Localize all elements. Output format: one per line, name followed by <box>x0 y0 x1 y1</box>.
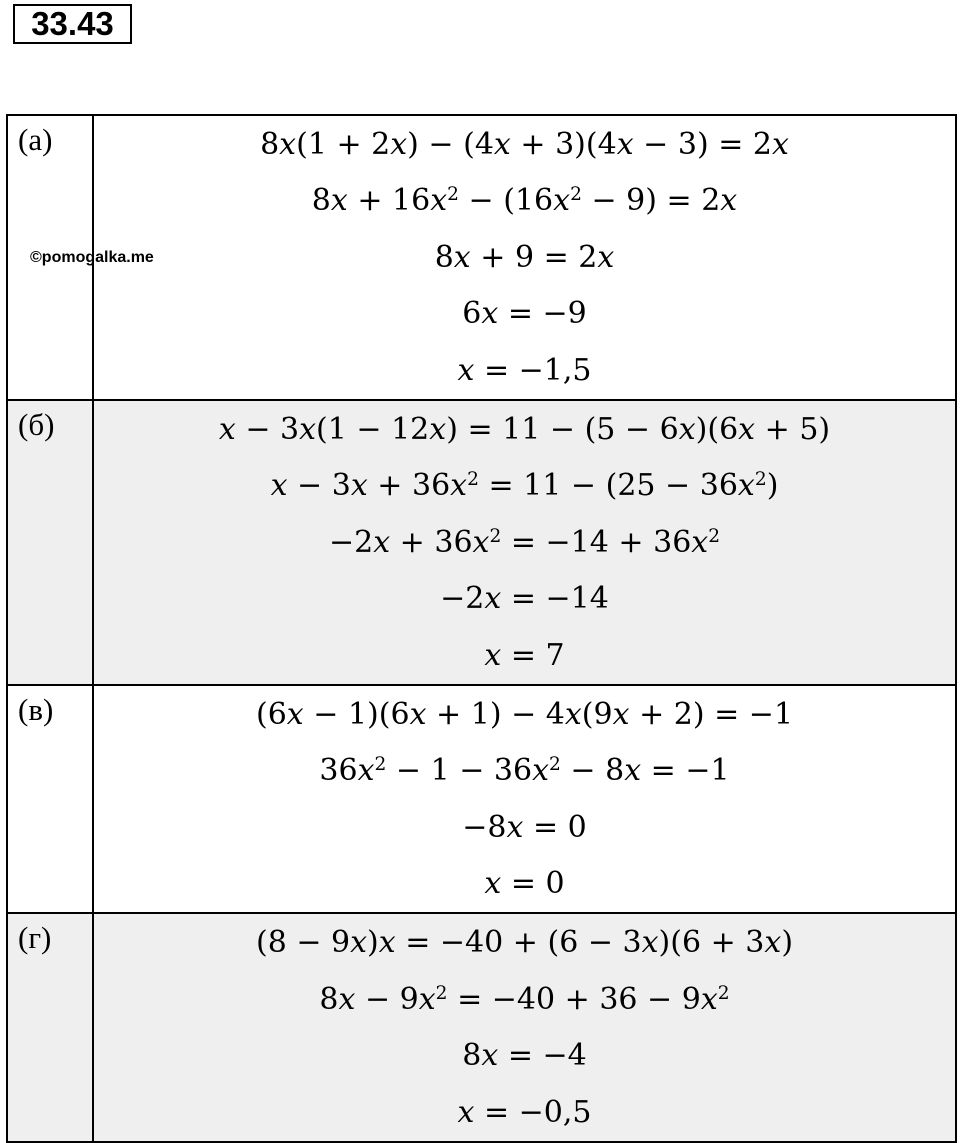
part-label: (а) <box>7 115 93 400</box>
equation-step: $36x^2 - 1 - 36x^2 - 8x = -1$ <box>319 753 730 789</box>
problem-number: 33.43 <box>13 4 132 44</box>
equation-step: $8x - 9x^2 = -40 + 36 - 9x^2$ <box>319 981 730 1017</box>
part-label: (б) <box>7 400 93 685</box>
equation-step: 8x + 9 = 2x <box>434 239 615 275</box>
equation-step: $x - 3x + 36x^2 = 11 - (25 - 36x^2)$ <box>270 468 779 504</box>
part-v-row <box>7 685 956 914</box>
equation-step: x = 7 <box>484 637 565 673</box>
equation-step: x = −1,5 <box>457 352 592 388</box>
equation-step: 6x = −9 <box>462 296 587 332</box>
steps-cell <box>93 400 956 685</box>
equation-step: (8 − 9x)x = −40 + (6 − 3x)(6 + 3x) <box>255 925 794 961</box>
steps-cell <box>93 685 956 914</box>
equation-step: x = 0 <box>484 866 565 902</box>
equation-step: $8x + 16x^2 - (16x^2 - 9) = 2x$ <box>311 183 738 219</box>
steps-cell <box>93 913 956 1142</box>
part-g-row <box>7 913 956 1142</box>
equation-step: (6x − 1)(6x + 1) − 4x(9x + 2) = −1 <box>255 696 794 732</box>
watermark: ©pomogalka.me <box>30 249 154 266</box>
part-b-row <box>7 400 956 685</box>
equation-step: 8x(1 + 2x) − (4x + 3)(4x − 3) = 2x <box>260 127 789 162</box>
part-label: (г) <box>7 913 93 1142</box>
part-label: (в) <box>7 685 93 914</box>
equation-step: 8x = −4 <box>462 1038 587 1074</box>
equation-step: −2x = −14 <box>440 581 609 617</box>
equation-step: x = −0,5 <box>457 1094 592 1130</box>
equation-step: $-2x + 36x^2 = -14 + 36x^2$ <box>328 524 721 560</box>
steps-cell <box>93 115 956 400</box>
equation-step: x − 3x(1 − 12x) = 11 − (5 − 6x)(6x + 5) <box>218 411 831 447</box>
equation-step: −8x = 0 <box>462 809 587 845</box>
solution-table <box>6 114 957 1143</box>
